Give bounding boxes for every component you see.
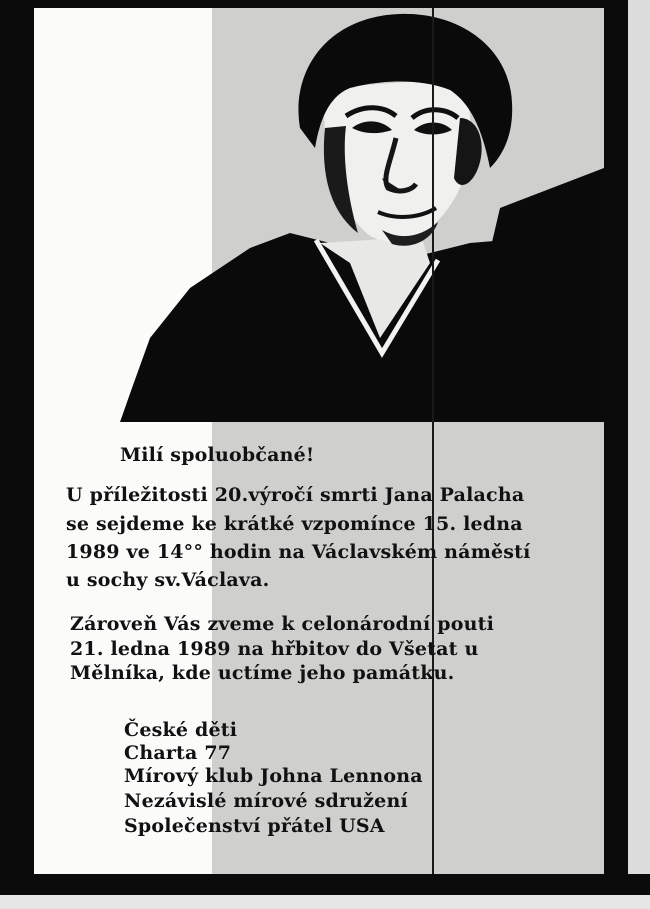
- paragraph2-line: 21. ledna 1989 na hřbitov do Všetat u: [70, 638, 479, 660]
- paragraph1-line: se sejdeme ke krátké vzpomínce 15. ledna: [66, 513, 523, 535]
- signatory: Společenství přátel USA: [124, 815, 385, 837]
- paper-edge-bottom: [0, 895, 650, 909]
- fold-line: [432, 8, 434, 874]
- paper-edge-right: [628, 0, 650, 909]
- signatory: Nezávislé mírové sdružení: [124, 790, 408, 812]
- signatory: Mírový klub Johna Lennona: [124, 765, 423, 787]
- frame-left: [0, 0, 34, 909]
- paragraph1-line: U příležitosti 20.výročí smrti Jana Palacha: [66, 484, 525, 506]
- greeting: Milí spoluobčané!: [120, 444, 315, 466]
- paragraph2-line: Zároveň Vás zveme k celonárodní pouti: [70, 613, 494, 635]
- signatory: České děti: [124, 719, 238, 741]
- signatory: Charta 77: [124, 742, 232, 764]
- paragraph2-line: Mělníka, kde uctíme jeho památku.: [70, 662, 455, 684]
- portrait-photo: [120, 8, 604, 422]
- frame-top: [0, 0, 650, 8]
- paragraph1-line: u sochy sv.Václava.: [66, 569, 270, 591]
- paragraph1-line: 1989 ve 14°° hodin na Václavském náměstí: [66, 541, 531, 563]
